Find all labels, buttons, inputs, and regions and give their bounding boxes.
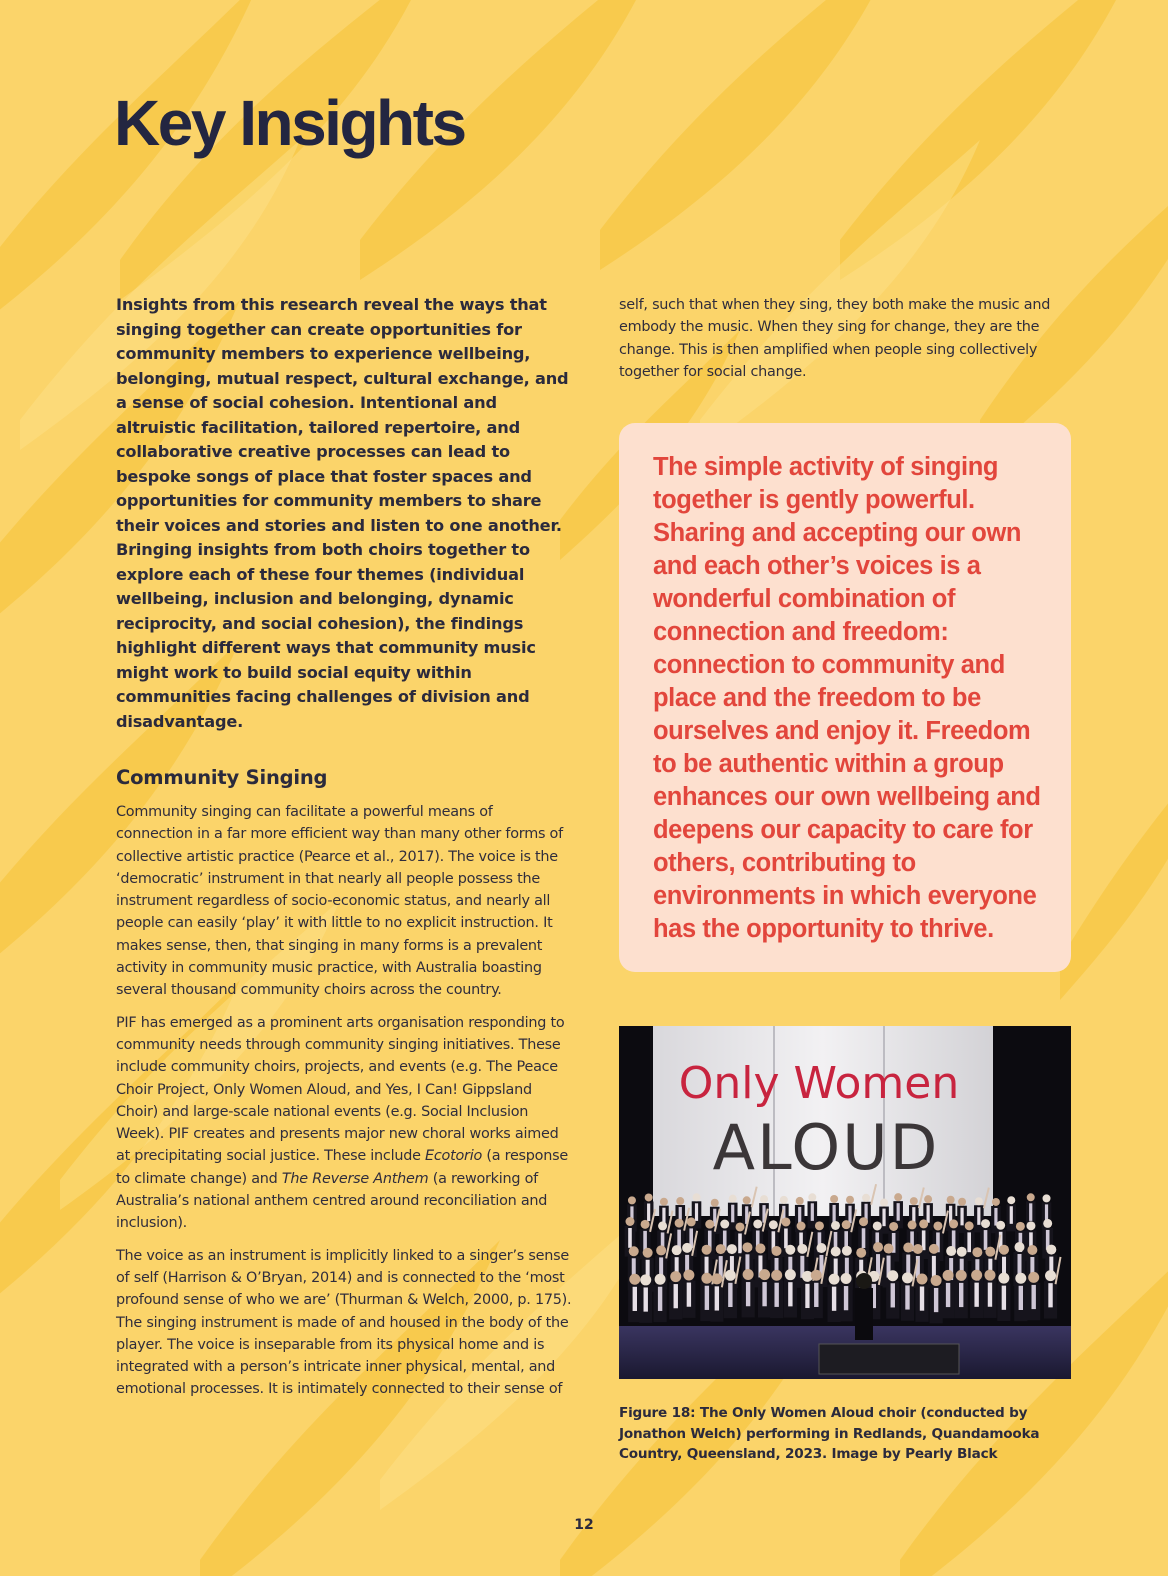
body-paragraph-2-part1: PIF has emerged as a prominent arts organisation responding to community needs through community singing initiatives. These include community choirs, projects, and events (e.g. The Peace Choir Project, Only Women Aloud, and Yes, I Can! Gippsland Choir) and large-scale national events (e.g. Social Inclusion Week). PIF creates and presents major new choral works aimed at precipitating social justice. These include <box>116 1014 565 1165</box>
page-title: Key Insights <box>114 87 465 159</box>
body-paragraph-2 <box>116 1012 572 1235</box>
work-title-ecotorio: Ecotorio <box>425 1148 483 1165</box>
banner-text-line1: Only Women <box>678 1058 960 1110</box>
choir-photo <box>619 1026 1071 1379</box>
lead-paragraph: Insights from this research reveal the ways that singing together can create opportunities for community members to experience wellbeing, belonging, mutual respect, cultural exchange, and a sense of social cohesion. Intentional and altruistic facilitation, tailored repertoire, and collaborative creative processes can lead to bespoke songs of place that foster spaces and opportunities for community members to share their voices and stories and listen to one another. Bringing insights from both choirs together to explore each of these four themes (individual wellbeing, inclusion and belonging, dynamic reciprocity, and social cohesion), the findings highlight different ways that community music might work to build social equity within communities facing challenges of division and disadvantage. <box>116 295 569 731</box>
work-title-reverse-anthem: The Reverse Anthem <box>281 1170 429 1187</box>
body-paragraph-3: The voice as an instrument is implicitly linked to a singer’s sense of self (Harrison & O’Bryan, 2014) and is connected to the ‘most profound sense of who we are’ (Thurman & Welch, 2000, p. 175). The singing instrument is made of and housed in the body of the player. The voice is inseparable from its physical home and is integrated with a person’s intricate inner physical, mental, and emotional processes. It is intimately connected to their sense of <box>116 1247 572 1398</box>
section-heading-community-singing: Community Singing <box>116 766 328 789</box>
page-number: 12 <box>574 1517 594 1533</box>
left-column <box>116 293 572 1411</box>
body-paragraph-2-part3: (a reworking of Australia’s national anthem centred around reconciliation and inclusion). <box>116 1170 548 1232</box>
body-paragraph-1: Community singing can facilitate a powerful means of connection in a far more efficient way than many other forms of collective artistic practice (Pearce et al., 2017). The voice is the ‘democratic’ instrument in that nearly all people possess the instrument regardless of socio-economic status, and nearly all people can easily ‘play’ it with little to no explicit instruction. It makes sense, then, that singing in many forms is a prevalent activity in community music practice, with Australia boasting several thousand community choirs across the country. <box>116 804 563 999</box>
pull-quote: The simple activity of singing together is gently powerful. Sharing and accepting our own and each other’s voices is a wonderful combination of connection and freedom: connection to community and place and the freedom to be ourselves and enjoy it. Freedom to be authentic within a group enhances our own wellbeing and deepens our capacity to care for others, contributing to environments in which everyone has the opportunity to thrive. <box>653 453 1041 944</box>
banner-text-line2: ALOUD <box>712 1111 940 1185</box>
figure-caption: Figure 18: The Only Women Aloud choir (conducted by Jonathon Welch) performing in Redlands, Quandamooka Country, Queensland, 2023. Image by Pearly Black <box>619 1405 1040 1463</box>
body-paragraph-2-part2: (a response to climate change) and <box>116 1148 568 1187</box>
pull-quote-box <box>619 423 1071 972</box>
continuation-paragraph: self, such that when they sing, they both make the music and embody the music. When they sing for change, they are the change. This is then amplified when people sing collectively together for social change. <box>619 297 1051 380</box>
choir-photo-illustration <box>619 1026 1071 1379</box>
right-column <box>619 294 1071 1465</box>
